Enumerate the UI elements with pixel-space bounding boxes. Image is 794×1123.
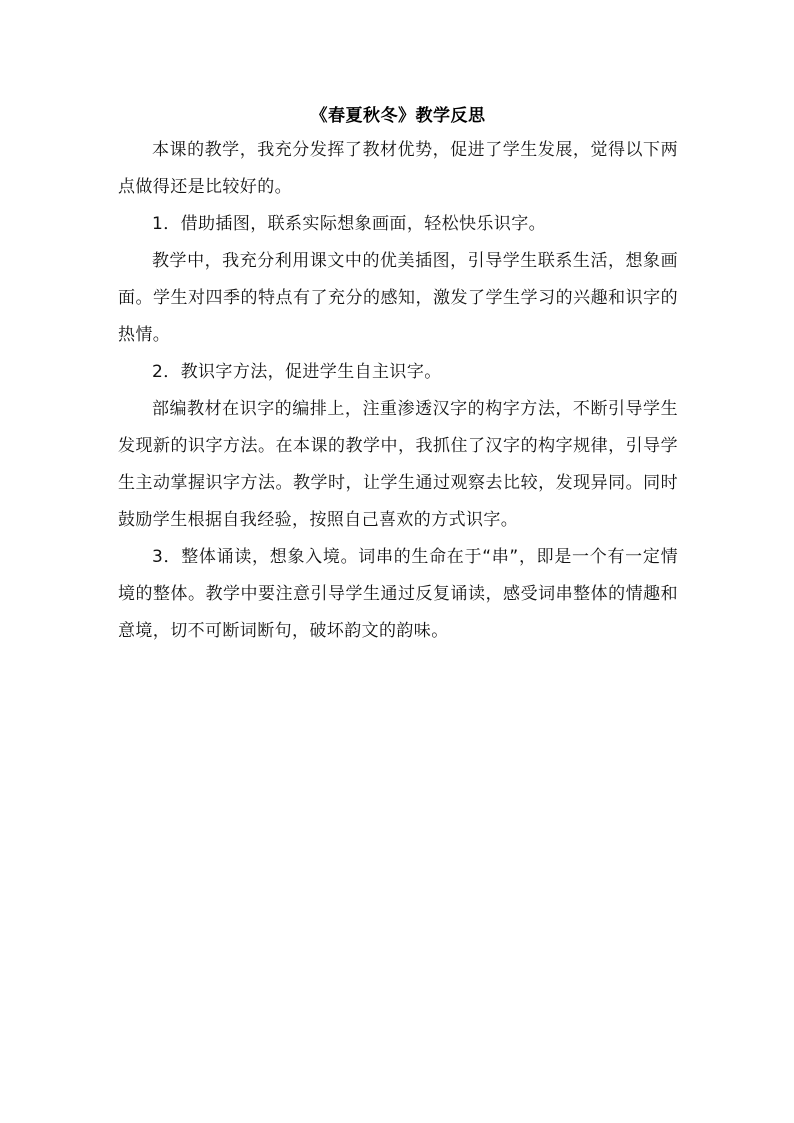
point-3-paragraph: 3．整体诵读，想象入境。词串的生命在于“串”，即是一个有一定情境的整体。教学中要注意引导学生通过反复诵读，感受词串整体的情趣和意境，切不可断词断句，破坏韵文的韵味。 [118,547,678,641]
paragraph-intro: 本课的教学，我充分发挥了教材优势，促进了学生发展，觉得以下两点做得还是比较好的。 [118,140,678,197]
document-title: 《春夏秋冬》教学反思 [310,106,486,126]
point-2-body: 部编教材在识字的编排上，注重渗透汉字的构字方法，不断引导学生发现新的识字方法。在本课的教学中，我抓住了汉字的构字规律，引导学生主动掌握识字方法。教学时，让学生通过观察去比较，发现异同。同时鼓励学生根据自我经验，按照自己喜欢的方式识字。 [118,399,678,530]
point-1-body: 教学中，我充分利用课文中的优美插图，引导学生联系生活，想象画面。学生对四季的特点有了充分的感知，激发了学生学习的兴趣和识字的热情。 [118,251,678,345]
document-body [118,102,678,650]
point-1-heading: 1．借助插图，联系实际想象画面，轻松快乐识字。 [152,214,547,234]
point-2-heading: 2．教识字方法，促进学生自主识字。 [152,362,442,382]
